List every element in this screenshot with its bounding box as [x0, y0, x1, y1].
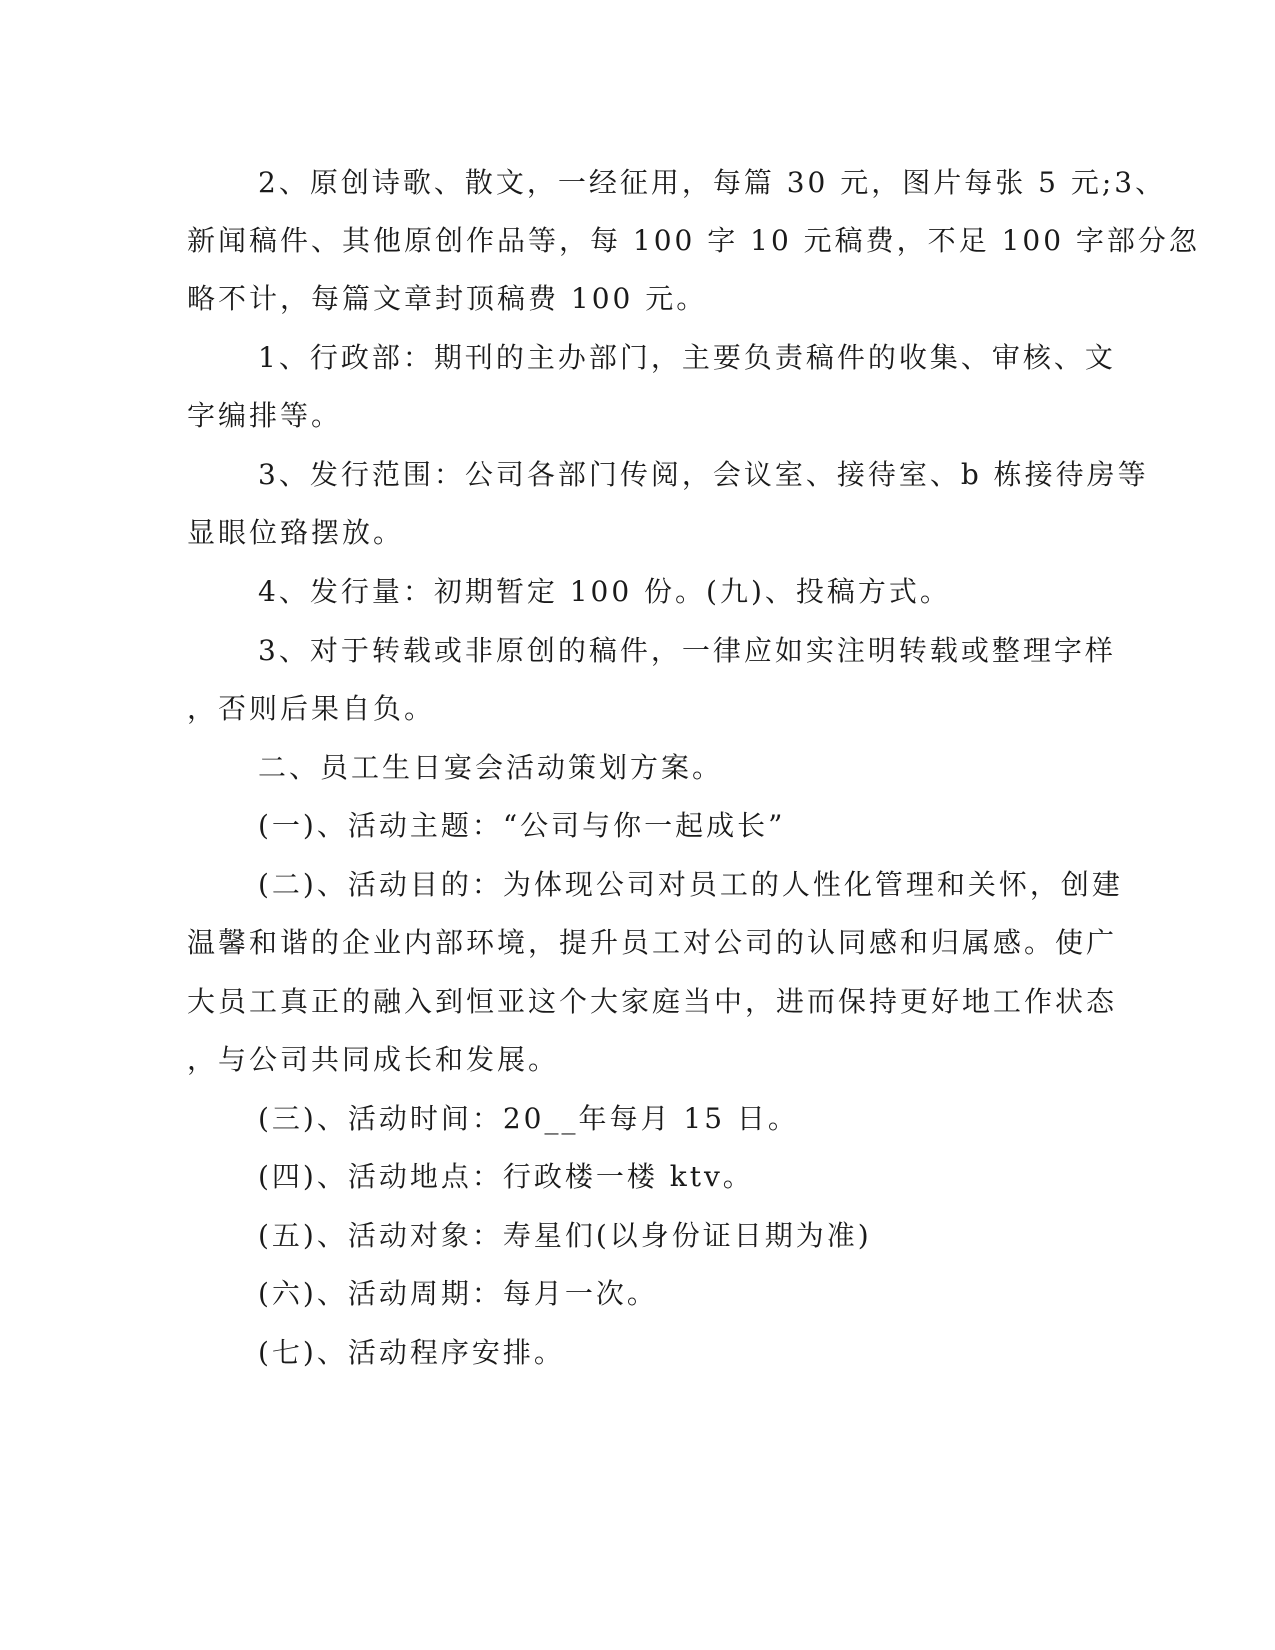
text-line: ，否则后果自负。 [187, 692, 436, 725]
text-line: (五)、活动对象：寿星们(以身份证日期为准) [258, 1219, 872, 1252]
text-line: (二)、活动目的：为体现公司对员工的人性化管理和关怀，创建 [258, 868, 1123, 901]
text-line: 1、行政部：期刊的主办部门，主要负责稿件的收集、审核、文 [258, 341, 1116, 374]
text-line: 3、对于转载或非原创的稿件，一律应如实注明转载或整理字样 [258, 634, 1116, 667]
text-line: 显眼位臵摆放。 [187, 516, 405, 549]
text-line: (三)、活动时间：20__年每月 15 日。 [258, 1102, 799, 1135]
text-line: (七)、活动程序安排。 [258, 1336, 565, 1369]
text-line: 大员工真正的融入到恒亚这个大家庭当中，进而保持更好地工作状态 [187, 985, 1118, 1018]
text-line: (一)、活动主题：“公司与你一起成长” [258, 809, 786, 842]
text-line: 字编排等。 [187, 399, 343, 432]
text-line: 4、发行量：初期暂定 100 份。(九)、投稿方式。 [258, 575, 951, 608]
text-line: 2、原创诗歌、散文，一经征用，每篇 30 元，图片每张 5 元;3、 [258, 166, 1167, 199]
text-line: 温馨和谐的企业内部环境，提升员工对公司的认同感和归属感。使广 [187, 926, 1118, 959]
text-line: (六)、活动周期：每月一次。 [258, 1277, 658, 1310]
text-line: ，与公司共同成长和发展。 [187, 1043, 560, 1076]
text-line: (四)、活动地点：行政楼一楼 ktv。 [258, 1160, 754, 1193]
text-line: 3、发行范围：公司各部门传阅，会议室、接待室、b 栋接待房等 [258, 458, 1149, 491]
text-line: 新闻稿件、其他原创作品等，每 100 字 10 元稿费，不足 100 字部分忽 [187, 224, 1200, 257]
text-line: 略不计，每篇文章封顶稿费 100 元。 [187, 282, 708, 315]
section-heading: 二、员工生日宴会活动策划方案。 [258, 751, 724, 784]
